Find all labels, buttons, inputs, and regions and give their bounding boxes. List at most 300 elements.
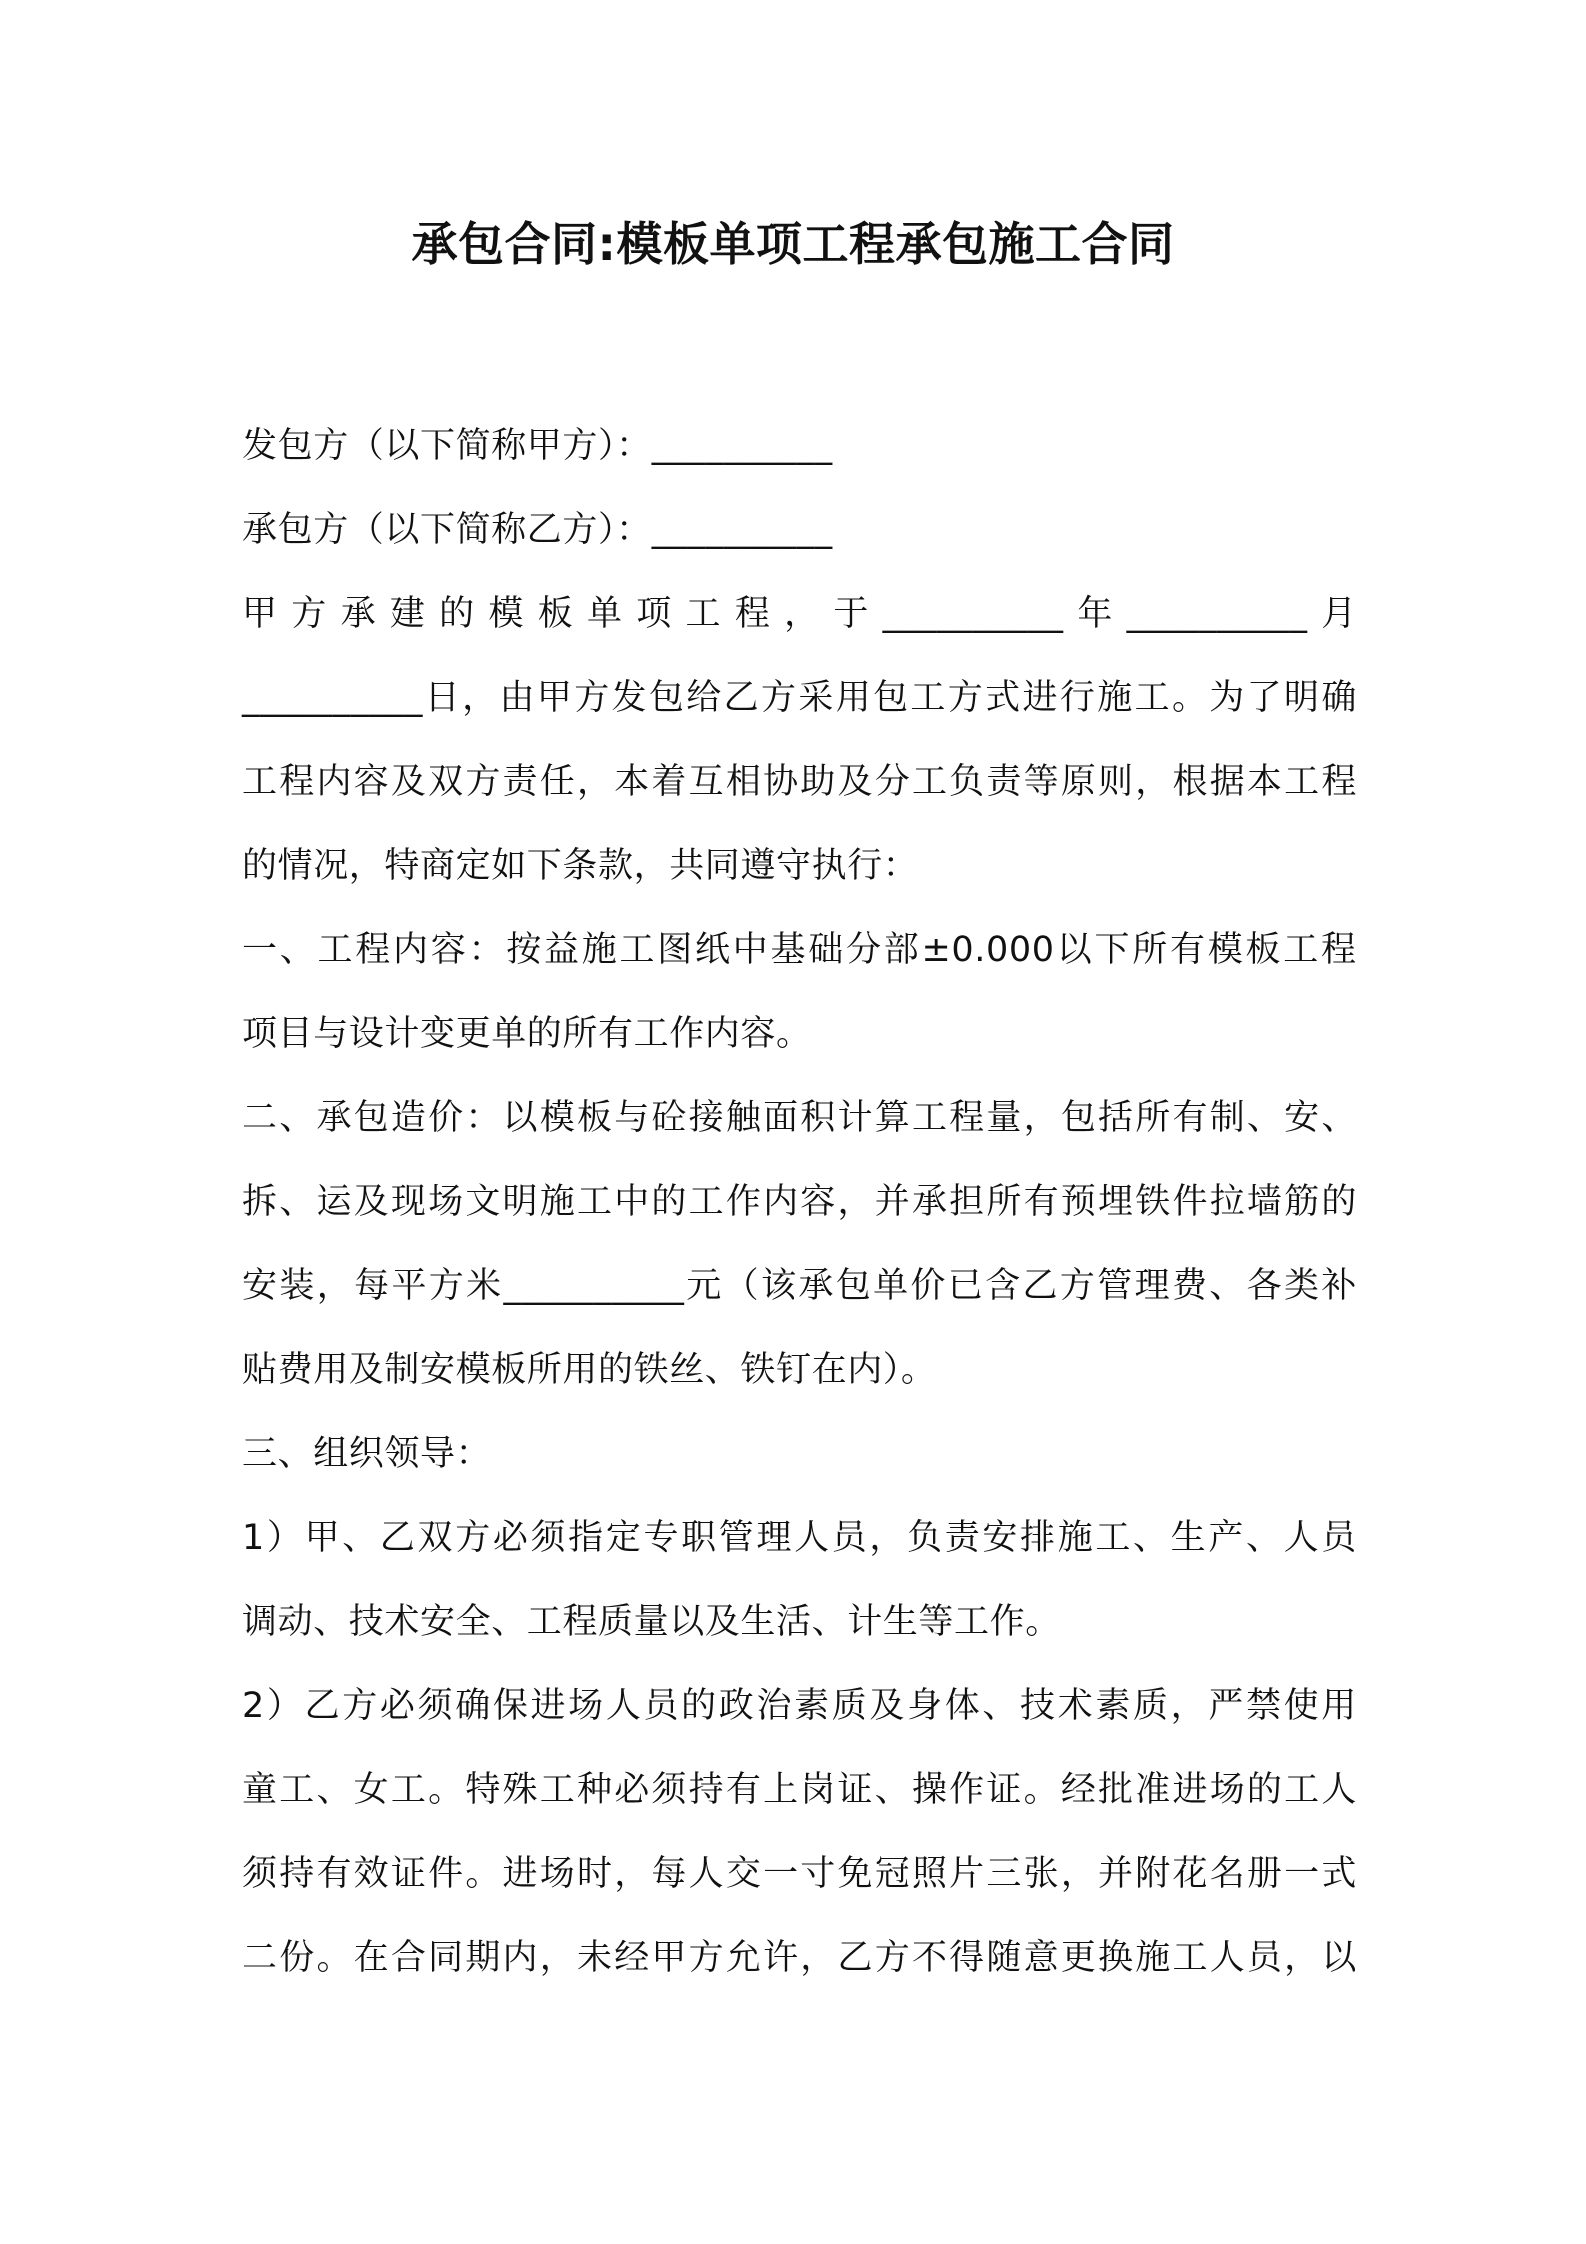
text-glyph: 式: [1321, 1854, 1357, 1894]
text-glyph: __________: [882, 594, 1064, 634]
text-line: [242, 908, 1357, 992]
text-glyph: 责: [502, 762, 539, 802]
text-glyph: 及: [869, 1686, 906, 1726]
text-glyph: 意: [1023, 1938, 1060, 1978]
text-glyph: 随: [986, 1938, 1022, 1978]
text-glyph: 所: [1135, 1098, 1171, 1138]
text-glyph: 一: [1284, 1854, 1320, 1894]
text-glyph: 件: [1172, 1182, 1209, 1222]
text-glyph: 质: [831, 1686, 868, 1726]
text-line: [242, 1160, 1357, 1244]
text-glyph: 工: [1095, 1518, 1131, 1558]
text-glyph: 员: [643, 1686, 680, 1726]
text-glyph: 用: [1321, 1686, 1357, 1726]
text-glyph: 。: [465, 1854, 501, 1894]
text-glyph: 必: [614, 1770, 650, 1810]
text-glyph: 及: [390, 762, 427, 802]
text-glyph: 二: [242, 1098, 278, 1138]
text-glyph: 工: [390, 1770, 427, 1810]
text-glyph: 基: [770, 930, 807, 970]
text-glyph: 安: [1284, 1098, 1320, 1138]
text-glyph: 容: [430, 930, 467, 970]
text-glyph: 使: [1283, 1686, 1320, 1726]
text-glyph: 方: [428, 1266, 465, 1306]
text-glyph: 程: [734, 594, 771, 634]
text-glyph: 场: [428, 1182, 464, 1222]
text-glyph: 制: [1209, 1098, 1246, 1138]
text-glyph: ，: [869, 1518, 906, 1558]
text-glyph: 须: [417, 1686, 454, 1726]
text-glyph: 照: [911, 1854, 948, 1894]
text-glyph: 定: [605, 1518, 642, 1558]
text-glyph: 生: [1170, 1518, 1207, 1558]
text-glyph: 乙: [379, 1518, 416, 1558]
text-glyph: 相: [725, 762, 762, 802]
text-glyph: 乙: [723, 678, 760, 718]
text-line: [242, 1916, 1357, 2000]
text-glyph: 工: [279, 1770, 315, 1810]
text-line: 调动、技术安全、工程质量以及生活、计生等工作。: [242, 1602, 1061, 1642]
text-glyph: 证: [837, 1770, 874, 1810]
text-glyph: 模: [539, 1098, 576, 1138]
text-glyph: 一: [242, 930, 278, 970]
text-glyph: 花: [1172, 1854, 1209, 1894]
text-glyph: 装: [279, 1266, 315, 1306]
text-glyph: 包: [1060, 1098, 1097, 1138]
text-glyph: 及: [353, 1182, 390, 1222]
text-line: 贴费用及制安模板所用的铁丝、铁钉在内）。: [242, 1350, 937, 1390]
text-glyph: 工: [1284, 1770, 1320, 1810]
text-glyph: 的: [651, 1182, 688, 1222]
text-glyph: 补: [1321, 1266, 1357, 1306]
text-glyph: 建: [389, 594, 426, 634]
text-glyph: 接: [688, 1098, 725, 1138]
text-glyph: 以: [1321, 1938, 1357, 1978]
text-glyph: 管: [1097, 1266, 1133, 1306]
text-glyph: 岗: [800, 1770, 836, 1810]
text-glyph: 方: [291, 594, 327, 634]
text-glyph: 确: [1321, 678, 1357, 718]
text-glyph: 施: [1057, 1518, 1094, 1558]
text-glyph: 工: [685, 594, 722, 634]
text-glyph: 份: [279, 1938, 315, 1978]
text-glyph: 明: [502, 1182, 539, 1222]
text-glyph: 排: [1020, 1518, 1056, 1558]
text-line: 三、组织领导：: [242, 1434, 492, 1474]
text-glyph: 2: [242, 1686, 265, 1726]
text-glyph: ，: [1023, 1098, 1060, 1138]
text-glyph: __________: [1126, 594, 1308, 634]
text-glyph: 以: [502, 1098, 539, 1138]
text-glyph: 中: [614, 1182, 650, 1222]
text-glyph: 张: [1023, 1854, 1060, 1894]
text-glyph: 方: [947, 678, 984, 718]
text-glyph: 该: [760, 1266, 797, 1306]
text-glyph: 寸: [800, 1854, 836, 1894]
text-glyph: 进: [502, 1854, 539, 1894]
text-glyph: 甲: [651, 1938, 688, 1978]
text-glyph: 同: [428, 1938, 464, 1978]
text-glyph: 工: [688, 1182, 725, 1222]
text-glyph: 平: [391, 1266, 428, 1306]
text-glyph: 责: [986, 762, 1022, 802]
text-glyph: 、: [279, 1098, 315, 1138]
text-glyph: 工: [911, 1098, 948, 1138]
text-glyph: 安: [982, 1518, 1018, 1558]
text-glyph: ，: [316, 1266, 353, 1306]
text-glyph: 女: [353, 1770, 390, 1810]
text-glyph: 作: [725, 1182, 762, 1222]
text-glyph: 式: [985, 678, 1021, 718]
text-glyph: 每: [651, 1854, 688, 1894]
text-glyph: 政: [718, 1686, 755, 1726]
text-glyph: 必: [492, 1518, 529, 1558]
text-glyph: 安: [242, 1266, 278, 1306]
text-glyph: 人: [1321, 1770, 1357, 1810]
text-glyph: 于: [833, 594, 869, 634]
text-glyph: 效: [353, 1854, 390, 1894]
text-glyph: 程: [1321, 762, 1357, 802]
text-line: [242, 1076, 1357, 1160]
text-glyph: 未: [576, 1938, 613, 1978]
text-glyph: 方: [688, 1938, 725, 1978]
text-glyph: 板: [1245, 930, 1282, 970]
text-glyph: 模: [1207, 930, 1244, 970]
text-glyph: 包: [835, 1266, 872, 1306]
text-glyph: 换: [1098, 1938, 1134, 1978]
text-glyph: ，: [1284, 1938, 1320, 1978]
text-glyph: 场: [539, 1854, 576, 1894]
text-glyph: 素: [1095, 1686, 1131, 1726]
text-glyph: 素: [794, 1686, 830, 1726]
text-glyph: 乙: [304, 1686, 341, 1726]
text-glyph: 并: [874, 1182, 911, 1222]
text-glyph: 1: [242, 1518, 265, 1558]
text-glyph: 乙: [837, 1938, 874, 1978]
text-glyph: 工: [1284, 762, 1320, 802]
text-glyph: 工: [539, 1770, 576, 1810]
text-glyph: ，: [837, 1182, 874, 1222]
text-glyph: 冠: [874, 1854, 911, 1894]
text-glyph: 日: [424, 678, 461, 718]
text-glyph: 持: [279, 1854, 315, 1894]
text-glyph: 方: [574, 678, 610, 718]
text-line: [242, 1664, 1357, 1748]
text-glyph: 价: [910, 1266, 947, 1306]
text-glyph: 双: [417, 1518, 454, 1558]
text-glyph: 进: [530, 1686, 567, 1726]
text-glyph: 着: [651, 762, 688, 802]
text-glyph: 算: [874, 1098, 911, 1138]
text-glyph: 容: [800, 1182, 836, 1222]
text-glyph: 工: [242, 762, 278, 802]
text-glyph: 内: [502, 1938, 539, 1978]
text-glyph: 量: [986, 1098, 1022, 1138]
text-glyph: 名: [1209, 1854, 1246, 1894]
text-glyph: 须: [242, 1854, 278, 1894]
text-glyph: 、: [279, 1182, 315, 1222]
text-glyph: 治: [756, 1686, 793, 1726]
text-glyph: 不: [911, 1938, 948, 1978]
text-glyph: 元: [686, 1266, 722, 1306]
text-glyph: 经: [1060, 1770, 1097, 1810]
text-glyph: 工: [1134, 678, 1171, 718]
text-glyph: 人: [605, 1686, 642, 1726]
text-glyph: 指: [568, 1518, 604, 1558]
text-glyph: 得: [949, 1938, 985, 1978]
text-line: 承包方（以下简称乙方）：__________: [242, 510, 833, 550]
text-glyph: 。: [1171, 678, 1208, 718]
text-glyph: （: [723, 1266, 760, 1306]
text-glyph: 、: [1133, 1518, 1169, 1558]
text-glyph: 二: [242, 1938, 278, 1978]
text-glyph: 单: [586, 594, 623, 634]
text-glyph: 有: [316, 1854, 353, 1894]
text-glyph: 础: [808, 930, 844, 970]
text-glyph: 程: [279, 762, 315, 802]
text-glyph: 合: [390, 1938, 427, 1978]
text-glyph: 。: [316, 1938, 353, 1978]
text-glyph: 工: [1283, 930, 1319, 970]
document-body: [242, 404, 1357, 2000]
text-glyph: 须: [530, 1518, 567, 1558]
text-glyph: 运: [316, 1182, 353, 1222]
text-line: [242, 740, 1357, 824]
text-line: [242, 656, 1357, 740]
text-glyph: 包: [873, 678, 909, 718]
text-glyph: 面: [763, 1098, 799, 1138]
text-glyph: 本: [614, 762, 650, 802]
text-glyph: 双: [428, 762, 464, 802]
text-glyph: 任: [539, 762, 576, 802]
text-glyph: ，: [462, 678, 498, 718]
text-glyph: 根: [1172, 762, 1209, 802]
text-glyph: 施: [539, 1182, 576, 1222]
text-glyph: 、: [1209, 1266, 1245, 1306]
text-glyph: ：: [468, 930, 505, 970]
text-glyph: 墙: [1246, 1182, 1283, 1222]
text-glyph: 据: [1209, 762, 1246, 802]
text-glyph: 、: [1321, 1098, 1357, 1138]
text-glyph: 砼: [651, 1098, 688, 1138]
text-glyph: 用: [835, 678, 872, 718]
text-glyph: 并: [1098, 1854, 1134, 1894]
text-glyph: 计: [837, 1098, 874, 1138]
text-glyph: 现: [390, 1182, 427, 1222]
text-line: [242, 1244, 1357, 1328]
text-glyph: ，: [1170, 1686, 1207, 1726]
text-glyph: 年: [1077, 594, 1113, 634]
text-glyph: 单: [873, 1266, 909, 1306]
text-glyph: 有: [725, 1770, 762, 1810]
text-glyph: 本: [1246, 762, 1283, 802]
text-glyph: 施: [1135, 1938, 1171, 1978]
text-glyph: 的: [1321, 1182, 1357, 1222]
text-glyph: 员: [831, 1518, 868, 1558]
text-glyph: 按: [506, 930, 542, 970]
text-glyph: 确: [455, 1686, 491, 1726]
text-glyph: 允: [725, 1938, 762, 1978]
text-glyph: 板: [537, 594, 574, 634]
text-glyph: 、: [1246, 1098, 1283, 1138]
text-glyph: 施: [1097, 678, 1133, 718]
text-glyph: ）: [266, 1686, 303, 1726]
text-glyph: 册: [1246, 1854, 1283, 1894]
text-glyph: 容: [353, 762, 390, 802]
text-glyph: 为: [1209, 678, 1245, 718]
document-title: 承包合同:模板单项工程承包施工合同: [411, 217, 1175, 271]
text-glyph: 部: [883, 930, 920, 970]
text-glyph: 拉: [1209, 1182, 1246, 1222]
text-glyph: 责: [944, 1518, 981, 1558]
text-glyph: 甲: [304, 1518, 341, 1558]
text-glyph: 由: [499, 678, 536, 718]
text-glyph: 、: [279, 930, 316, 970]
text-glyph: 施: [581, 930, 618, 970]
text-glyph: 作: [949, 1770, 985, 1810]
text-glyph: 价: [428, 1098, 464, 1138]
text-glyph: 方: [465, 762, 501, 802]
text-glyph: 批: [1098, 1770, 1134, 1810]
text-glyph: ±0.000: [921, 930, 1055, 970]
text-glyph: 、: [1245, 1518, 1282, 1558]
text-glyph: 一: [763, 1854, 799, 1894]
text-glyph: 与: [614, 1098, 650, 1138]
text-glyph: 特: [465, 1770, 501, 1810]
text-glyph: 工: [576, 1182, 613, 1222]
text-glyph: 免: [837, 1854, 874, 1894]
text-glyph: 保: [492, 1686, 529, 1726]
text-glyph: 在: [353, 1938, 390, 1978]
text-glyph: 操: [911, 1770, 948, 1810]
text-glyph: 有: [1172, 1098, 1209, 1138]
text-glyph: 采: [798, 678, 834, 718]
text-glyph: 益: [544, 930, 580, 970]
text-glyph: 分: [846, 930, 882, 970]
text-glyph: 已: [947, 1266, 984, 1306]
text-glyph: 员: [1246, 1938, 1283, 1978]
text-glyph: 交: [725, 1854, 762, 1894]
text-glyph: ，: [1060, 1854, 1097, 1894]
text-glyph: ，: [539, 1938, 576, 1978]
text-glyph: 各: [1246, 1266, 1283, 1306]
text-glyph: 内: [316, 762, 353, 802]
text-glyph: 程: [355, 930, 391, 970]
text-glyph: 的: [1246, 1770, 1283, 1810]
text-glyph: 工: [911, 762, 948, 802]
text-glyph: 场: [568, 1686, 604, 1726]
text-glyph: 、: [342, 1518, 378, 1558]
text-glyph: 质: [1133, 1686, 1169, 1726]
text-glyph: 积: [800, 1098, 836, 1138]
text-glyph: 专: [643, 1518, 680, 1558]
text-glyph: 理: [756, 1518, 793, 1558]
text-glyph: 类: [1284, 1266, 1320, 1306]
text-glyph: 方: [874, 1938, 911, 1978]
text-glyph: 助: [800, 762, 836, 802]
text-glyph: 工: [317, 930, 354, 970]
text-glyph: 协: [763, 762, 799, 802]
text-glyph: 括: [1098, 1098, 1134, 1138]
text-glyph: 筋: [1284, 1182, 1320, 1222]
text-glyph: 。: [428, 1770, 464, 1810]
text-glyph: 了: [1246, 678, 1283, 718]
text-glyph: 进: [1172, 1770, 1209, 1810]
text-glyph: 承: [316, 1098, 353, 1138]
text-glyph: 埋: [1098, 1182, 1134, 1222]
text-glyph: 童: [242, 1770, 278, 1810]
text-glyph: 的: [681, 1686, 717, 1726]
text-glyph: 、: [316, 1770, 353, 1810]
text-glyph: 准: [1135, 1770, 1171, 1810]
text-line: 的情况，特商定如下条款，共同遵守执行：: [242, 846, 919, 886]
text-glyph: 种: [576, 1770, 613, 1810]
text-glyph: 纸: [695, 930, 731, 970]
text-line: [242, 1748, 1357, 1832]
text-glyph: 中: [732, 930, 769, 970]
text-glyph: 乙: [1022, 1266, 1059, 1306]
text-glyph: ）: [266, 1518, 303, 1558]
text-glyph: 板: [576, 1098, 613, 1138]
text-glyph: 术: [1057, 1686, 1094, 1726]
text-glyph: 承: [911, 1182, 948, 1222]
text-glyph: 图: [657, 930, 693, 970]
text-glyph: 的: [439, 594, 475, 634]
text-glyph: 及: [837, 762, 874, 802]
text-glyph: 员: [1321, 1518, 1357, 1558]
text-glyph: 时: [576, 1854, 613, 1894]
text-glyph: 工: [1172, 1938, 1209, 1978]
text-glyph: 担: [949, 1182, 985, 1222]
text-glyph: 互: [688, 762, 725, 802]
text-glyph: 甲: [536, 678, 573, 718]
text-glyph: 明: [1284, 678, 1320, 718]
text-glyph: 文: [465, 1182, 501, 1222]
text-glyph: 工: [619, 930, 656, 970]
text-glyph: 造: [390, 1098, 427, 1138]
text-glyph: 项: [636, 594, 672, 634]
text-glyph: 发: [611, 678, 648, 718]
text-glyph: ，: [800, 1938, 836, 1978]
text-glyph: 方: [760, 678, 797, 718]
text-glyph: 产: [1208, 1518, 1244, 1558]
text-glyph: ：: [465, 1098, 501, 1138]
text-glyph: 人: [1209, 1938, 1246, 1978]
text-glyph: 上: [763, 1770, 799, 1810]
text-glyph: 更: [1060, 1938, 1097, 1978]
text-glyph: 殊: [502, 1770, 539, 1810]
text-glyph: 费: [1171, 1266, 1208, 1306]
text-glyph: __________: [503, 1266, 685, 1306]
text-glyph: 方: [455, 1518, 491, 1558]
text-glyph: 预: [1060, 1182, 1097, 1222]
text-glyph: 持: [688, 1770, 725, 1810]
text-glyph: 进: [1022, 678, 1059, 718]
text-glyph: 片: [949, 1854, 985, 1894]
text-glyph: 模: [488, 594, 525, 634]
text-glyph: 米: [466, 1266, 502, 1306]
text-glyph: 则: [1098, 762, 1134, 802]
text-glyph: 甲: [242, 594, 278, 634]
text-glyph: ，: [614, 1854, 650, 1894]
text-glyph: 包: [648, 678, 685, 718]
text-line: 项目与设计变更单的所有工作内容。: [242, 1014, 812, 1054]
text-glyph: 内: [763, 1182, 799, 1222]
text-glyph: 工: [910, 678, 947, 718]
text-glyph: 证: [390, 1854, 427, 1894]
text-glyph: 触: [725, 1098, 762, 1138]
text-glyph: 方: [1059, 1266, 1096, 1306]
